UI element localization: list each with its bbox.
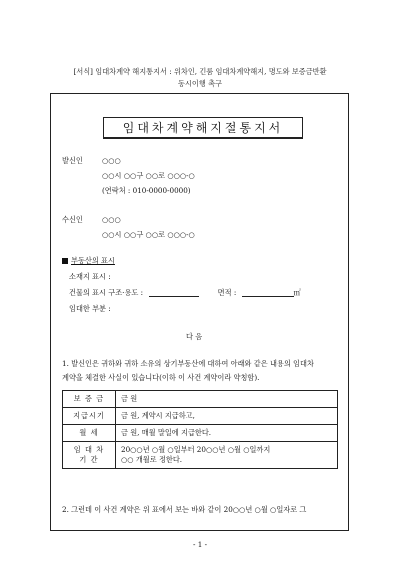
receiver-label: 수신인 bbox=[62, 215, 83, 224]
monthly-rent-value: 금 원, 매월 말일에 지급한다. bbox=[116, 425, 338, 442]
building-blank-field bbox=[149, 288, 199, 297]
payment-time-label: 지급시기 bbox=[63, 408, 116, 425]
table-row bbox=[63, 442, 338, 469]
area-blank-field bbox=[242, 288, 294, 297]
property-heading bbox=[62, 256, 115, 266]
lease-period-value bbox=[116, 442, 338, 469]
property-leased-label: 임대한 부분 : bbox=[69, 304, 111, 313]
sender-address: ○○시 ○○구 ○○로 ○○○-○ bbox=[102, 171, 195, 180]
section-heading-next: 다 음 bbox=[186, 332, 203, 341]
sender-label: 발신인 bbox=[62, 156, 83, 165]
receiver-name: ○○○ bbox=[102, 215, 121, 224]
square-bullet-icon bbox=[62, 258, 68, 264]
deposit-value: 금 원 bbox=[116, 391, 338, 408]
receiver-address: ○○시 ○○구 ○○로 ○○○-○ bbox=[102, 230, 195, 239]
area-unit: ㎡ bbox=[293, 288, 301, 297]
document-caption-line1: [서식] 임대차계약 해지통지서 : 위차인, 긴룸 임대차계약해지, 명도와 보증금반환 bbox=[73, 67, 327, 76]
property-location-label: 소재지 표시 : bbox=[69, 272, 111, 281]
monthly-rent-label: 월 세 bbox=[63, 425, 116, 442]
lease-period-line2: ○○ 개월로 정한다. bbox=[121, 455, 183, 464]
paragraph2-line1: 2. 그런데 이 사건 계약은 위 표에서 보는 바와 같이 20○○년 ○월 ○일자로 그 bbox=[62, 505, 307, 514]
property-building-label: 건물의 표시 구조·용도 : bbox=[69, 288, 144, 297]
sender-contact: (연락처 : 010-0000-0000) bbox=[102, 186, 191, 195]
document-caption-line2: 동시이행 촉구 bbox=[178, 79, 222, 88]
sender-name: ○○○ bbox=[102, 156, 121, 165]
paragraph1-line2: 계약을 체결한 사실이 있습니다(이하 이 사건 계약이라 약칭함). bbox=[62, 373, 260, 382]
table-row bbox=[63, 425, 338, 442]
paragraph1-line1: 1. 발신인은 귀하와 귀하 소유의 상기부동산에 대하여 아래와 같은 내용의 임대차 bbox=[62, 359, 314, 368]
property-building-row bbox=[69, 288, 301, 298]
lease-period-label: 임 대 차 기 간 bbox=[63, 442, 116, 469]
lease-period-line1: 20○○년 ○월 ○일부터 20○○년 ○월 ○일까지 bbox=[121, 445, 271, 454]
property-heading-text: 부동산의 표시 bbox=[71, 256, 115, 265]
table-row bbox=[63, 408, 338, 425]
page-number: - 1 - bbox=[193, 540, 207, 549]
deposit-label: 보 증 금 bbox=[63, 391, 116, 408]
table-row bbox=[63, 391, 338, 408]
payment-time-value: 금 원, 계약시 지급하고, bbox=[116, 408, 338, 425]
document-title: 임대차계약해지절통지서 bbox=[103, 117, 303, 139]
property-area-label: 면적 : bbox=[217, 288, 237, 297]
lease-terms-table bbox=[62, 390, 338, 469]
